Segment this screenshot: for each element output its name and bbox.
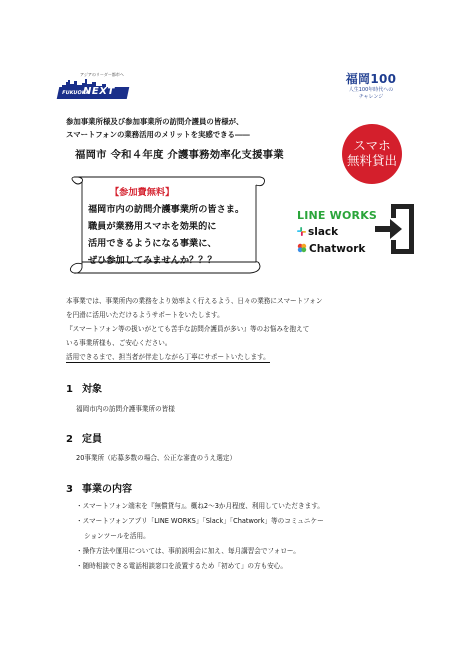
fukuoka100-sub1: 人生100年時代への	[348, 87, 394, 93]
page-title: 福岡市 令和４年度 介護事務効率化支援事業	[75, 149, 284, 161]
badge-line-1: スマホ	[353, 138, 391, 153]
fukuoka100-title: 福岡100	[345, 72, 397, 86]
invitation-scroll	[60, 176, 268, 276]
list-item: ・スマートフォンアプリ「LINE WORKS」「Slack」「Chatwork」等のコミュニケー	[76, 517, 324, 525]
chatwork-icon	[297, 243, 307, 253]
logo-tagline: アジアのリーダー都市へ	[80, 72, 124, 77]
scroll-line-3: 活用できるようになる事業に、	[88, 238, 217, 249]
sign-in-icon	[373, 201, 417, 257]
body-paragraph-line-4: いる事業所様も、ご安心ください。	[66, 339, 172, 347]
section-detail-capacity: 20事業所（応募多数の場合、公正な審査のうえ選定）	[76, 454, 237, 462]
chatwork-logo-row	[297, 243, 365, 255]
section-number: 3	[66, 484, 73, 495]
body-paragraph-line-5: 活用できるまで、担当者が伴走しながら丁寧にサポートいたします。	[66, 353, 270, 361]
section-title: 定員	[82, 434, 102, 445]
list-item: ・随時相談できる電話相談窓口を設置するため「初めて」の方も安心。	[76, 562, 287, 570]
body-paragraph-line-3: 『スマートフォン等の扱いがとても苦手な訪問介護員が多い』等のお悩みを抱えて	[66, 325, 310, 333]
fukuoka-next-logo	[58, 72, 130, 102]
section-heading-capacity	[66, 430, 102, 445]
section-detail-target: 福岡市内の訪問介護事業所の皆様	[76, 405, 175, 413]
section-number: 1	[66, 384, 73, 395]
section-number: 2	[66, 434, 73, 445]
slack-logo-row	[297, 226, 338, 238]
chatwork-text: Chatwork	[309, 243, 366, 255]
lineworks-logo: LINE WORKS	[297, 209, 378, 222]
section-title: 事業の内容	[82, 484, 132, 495]
list-item: ・操作方法や運用については、事前説明会に加え、毎月講習会でフォロー。	[76, 547, 300, 555]
logo-next-text: NEXT	[83, 86, 115, 97]
badge-line-2: 無料貸出	[346, 153, 397, 168]
section-heading-contents	[66, 480, 132, 495]
section-heading-target	[66, 380, 102, 395]
fukuoka100-logo	[336, 70, 406, 106]
scroll-line-4: ぜひ参加してみませんか？？？	[88, 255, 217, 266]
scroll-line-1: 福岡市内の訪問介護事業所の皆さま。	[88, 204, 245, 215]
fukuoka100-sub2: チャレンジ	[358, 94, 384, 100]
slack-text: slack	[308, 226, 339, 238]
free-participation-label: 【参加費無料】	[110, 187, 175, 198]
free-rental-badge	[342, 124, 402, 184]
scroll-line-2: 職員が業務用スマホを効果的に	[88, 221, 217, 232]
logo-fukuoka-text: FUKUOKA	[61, 90, 90, 96]
section-title: 対象	[82, 384, 102, 395]
intro-line-2: スマートフォンの業務活用のメリットを実感できる――	[66, 130, 250, 139]
list-item: ・スマートフォン端末を『無償貸与』。概ね2～3か月程度、利用していただきます。	[76, 502, 324, 510]
body-paragraph-line-1: 本事業では、事業所内の業務をより効率よく行えるよう、日々の業務にスマートフォン	[66, 297, 323, 305]
slack-icon	[297, 227, 306, 236]
body-paragraph-line-2: を円滑に活用いただけるようサポートをいたします。	[66, 311, 224, 319]
list-item-continuation: ションツールを活用。	[84, 532, 150, 540]
intro-line-1: 参加事業所様及び参加事業所の訪問介護員の皆様が、	[66, 117, 244, 126]
